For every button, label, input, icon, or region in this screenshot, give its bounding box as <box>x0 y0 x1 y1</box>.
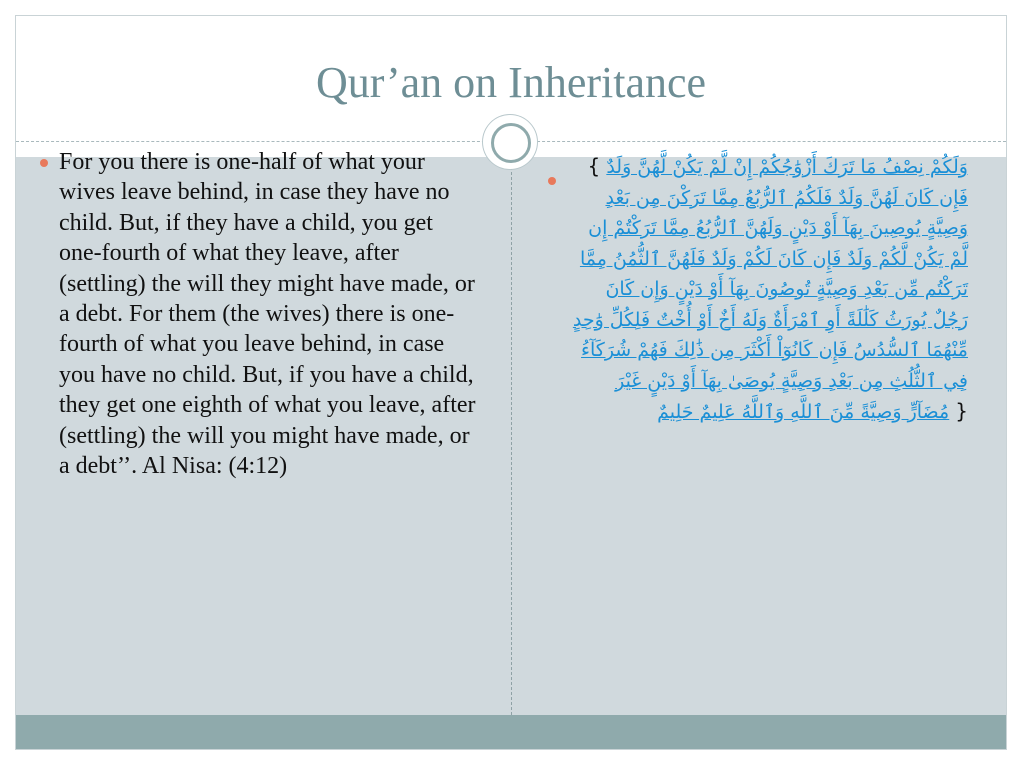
open-brace: { <box>587 154 601 178</box>
bullet-dot-icon <box>40 159 48 167</box>
column-divider <box>511 157 512 715</box>
ring-inner <box>491 123 531 163</box>
close-brace: } <box>955 399 968 423</box>
arabic-verse-block <box>568 151 968 428</box>
left-column <box>40 147 480 481</box>
english-translation-text: For you there is one-half of what your wives leave behind, in case they have no child. But, if they have a child, you get one-fourth of what they leave, after (settling) the will they might have made, or a debt. For them (the wives) there is one-fourth of what you leave behind, in case you have no child. But, if you have a child, they get one eighth of what you leave, after (settling) the will you might have made, or a debt’’. Al Nisa: (4:12) <box>59 149 476 480</box>
bullet-dot-icon <box>548 177 556 185</box>
arabic-verse-link[interactable]: وَلَكُمْ نِصْفُ مَا تَرَكَ أَزْوَٰجُكُمْ إِنْ لَّمْ يَكُنْ لَّهُنَّ وَلَدٌ فَإِن كَانَ لَهُنَّ وَلَدٌ فَلَكُمُ ٱلرُّبُعُ مِمَّا تَرَكْنَ مِن بَعْدِ وَصِيَّةٍ يُوصِينَ بِهَآ أَوْ دَيْنٍ وَلَهُنَّ ٱلرُّبُعُ مِمَّا تَرَكْتُمْ إِن لَّمْ يَكُنْ لَّكُمْ وَلَدٌ فَإِن كَانَ لَكُمْ وَلَدٌ فَلَهُنَّ ٱلثُّمُنُ مِمَّا تَرَكْتُم مِّن بَعْدِ وَصِيَّةٍ تُوصُونَ بِهَآ أَوْ دَيْنٍ وَإِن كَانَ رَجُلٌ يُورَثُ كَلَٰلَةً أَوِ ٱمْرَأَةٌ وَلَهُ أَخٌ أَوْ أُخْتٌ فَلِكُلِّ وَٰحِدٍ مِّنْهُمَا ٱلسُّدُسُ فَإِن كَانُوٓاْ أَكْثَرَ مِن ذَٰلِكَ فَهُمْ شُرَكَآءُ فِي ٱلثُّلُثِ مِن بَعْدِ وَصِيَّةٍ يُوصَىٰ بِهَآ أَوْ دَيْنٍ غَيْرَ مُضَآرٍّ وَصِيَّةً مِّنَ ٱللَّهِ وَٱللَّهُ عَلِيمٌ حَلِيمٌ <box>572 156 968 423</box>
slide-title: Qur’an on Inheritance <box>315 58 707 107</box>
circle-ring-icon <box>483 115 537 169</box>
footer-band <box>16 715 1006 749</box>
